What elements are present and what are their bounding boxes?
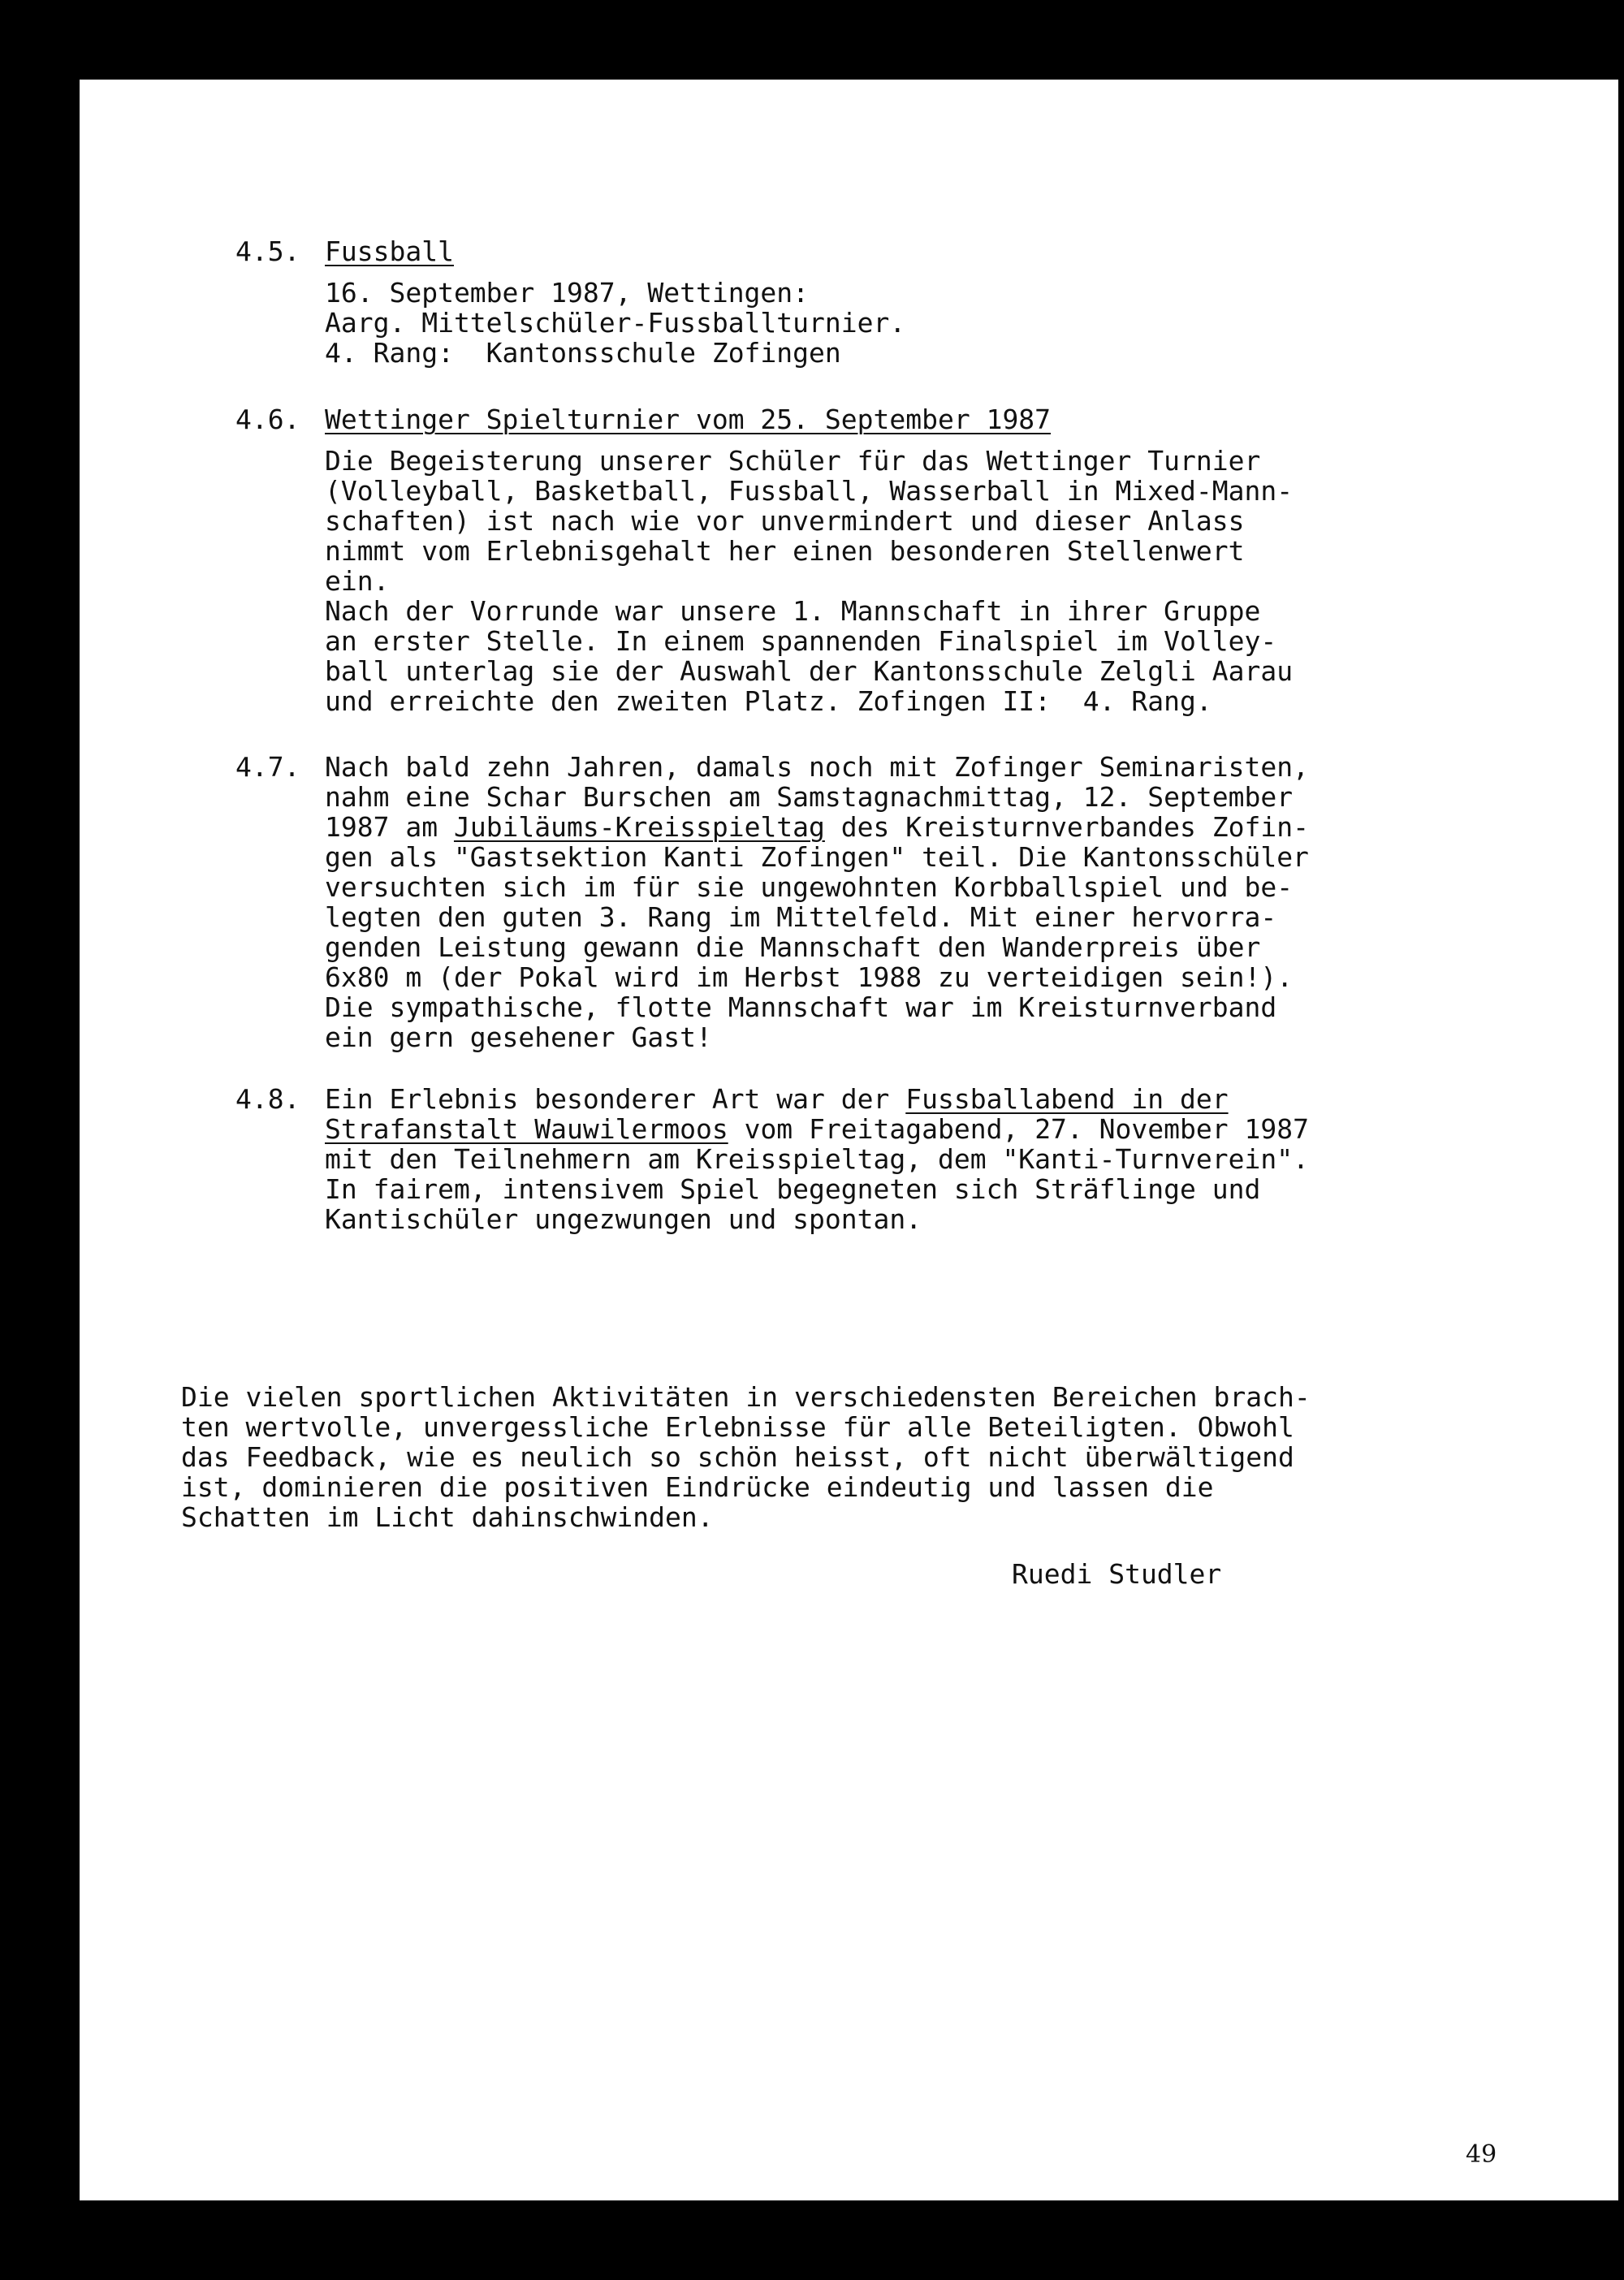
closing-paragraph bbox=[181, 1382, 1578, 1532]
section-title: Wettinger Spielturnier vom 25. September 1987 bbox=[325, 404, 1052, 435]
underlined-term: Jubiläums-Kreisspieltag bbox=[453, 811, 825, 843]
text-line: an erster Stelle. In einem spannenden Finalspiel im Volley- bbox=[325, 625, 1277, 657]
section-number: 4.6. bbox=[235, 404, 300, 435]
text-fragment: vom Freitagabend, 27. November 1987 bbox=[728, 1113, 1309, 1145]
text-line: ball unterlag sie der Auswahl der Kantonsschule Zelgli Aarau bbox=[325, 655, 1294, 687]
text-line: Kantischüler ungezwungen und spontan. bbox=[325, 1203, 922, 1235]
underlined-term: Fussballabend in der bbox=[905, 1083, 1229, 1115]
text-fragment: 1987 am bbox=[325, 811, 454, 843]
text-line: Aarg. Mittelschüler-Fussballturnier. bbox=[325, 307, 906, 339]
text-line: Die sympathische, flotte Mannschaft war im Kreisturnverband bbox=[325, 991, 1277, 1023]
text-line: ten wertvolle, unvergessliche Erlebnisse für alle Beteiligten. Obwohl bbox=[181, 1411, 1294, 1443]
text-line: nimmt vom Erlebnisgehalt her einen besonderen Stellenwert bbox=[325, 535, 1245, 567]
text-line: gen als "Gastsektion Kanti Zofingen" teil. Die Kantonsschüler bbox=[325, 841, 1309, 873]
document-page bbox=[80, 80, 1618, 2200]
text-line: Die vielen sportlichen Aktivitäten in verschiedensten Bereichen brach- bbox=[181, 1381, 1311, 1413]
text-line: schaften) ist nach wie vor unvermindert und dieser Anlass bbox=[325, 505, 1245, 537]
text-line: genden Leistung gewann die Mannschaft den Wanderpreis über bbox=[325, 931, 1261, 963]
text-line: 4. Rang: Kantonsschule Zofingen bbox=[325, 337, 841, 369]
section-number: 4.8. bbox=[235, 1083, 300, 1115]
text-fragment: des Kreisturnverbandes Zofin- bbox=[824, 811, 1309, 843]
text-line bbox=[325, 1114, 1462, 1144]
text-line: 16. September 1987, Wettingen: bbox=[325, 277, 810, 309]
text-line: In fairem, intensivem Spiel begegneten sich Sträflinge und bbox=[325, 1173, 1261, 1205]
section-number: 4.7. bbox=[235, 751, 300, 783]
text-line: versuchten sich im für sie ungewohnten Korbballspiel und be- bbox=[325, 871, 1294, 903]
text-line: das Feedback, wie es neulich so schön heisst, oft nicht überwältigend bbox=[181, 1441, 1294, 1473]
text-line: (Volleyball, Basketball, Fussball, Wasserball in Mixed-Mann- bbox=[325, 475, 1294, 507]
text-line: ist, dominieren die positiven Eindrücke eindeutig und lassen die bbox=[181, 1471, 1214, 1503]
text-fragment: Ein Erlebnis besonderer Art war der bbox=[325, 1083, 906, 1115]
section-title: Fussball bbox=[325, 235, 454, 267]
underlined-term: Strafanstalt Wauwilermoos bbox=[325, 1113, 728, 1145]
text-line bbox=[325, 812, 1462, 842]
page-number: 49 bbox=[1466, 2140, 1497, 2169]
text-line bbox=[325, 1084, 1462, 1114]
text-line: und erreichte den zweiten Platz. Zofingen II: 4. Rang. bbox=[325, 685, 1212, 717]
text-line: ein. bbox=[325, 565, 390, 597]
text-line: Die Begeisterung unserer Schüler für das Wettinger Turnier bbox=[325, 445, 1261, 477]
text-line: Nach der Vorrunde war unsere 1. Mannschaft in ihrer Gruppe bbox=[325, 595, 1261, 627]
text-line: Schatten im Licht dahinschwinden. bbox=[181, 1501, 714, 1533]
section-number: 4.5. bbox=[235, 235, 300, 267]
text-line: Nach bald zehn Jahren, damals noch mit Zofinger Seminaristen, bbox=[325, 751, 1309, 783]
author-signature: Ruedi Studler bbox=[1012, 1558, 1222, 1590]
text-line: nahm eine Schar Burschen am Samstagnachmittag, 12. September bbox=[325, 781, 1294, 813]
text-line: 6x80 m (der Pokal wird im Herbst 1988 zu verteidigen sein!). bbox=[325, 961, 1294, 993]
text-line: legten den guten 3. Rang im Mittelfeld. Mit einer hervorra- bbox=[325, 901, 1277, 933]
text-line: ein gern gesehener Gast! bbox=[325, 1021, 712, 1053]
text-line: mit den Teilnehmern am Kreisspieltag, dem "Kanti-Turnverein". bbox=[325, 1143, 1309, 1175]
document-text bbox=[80, 80, 1618, 2200]
